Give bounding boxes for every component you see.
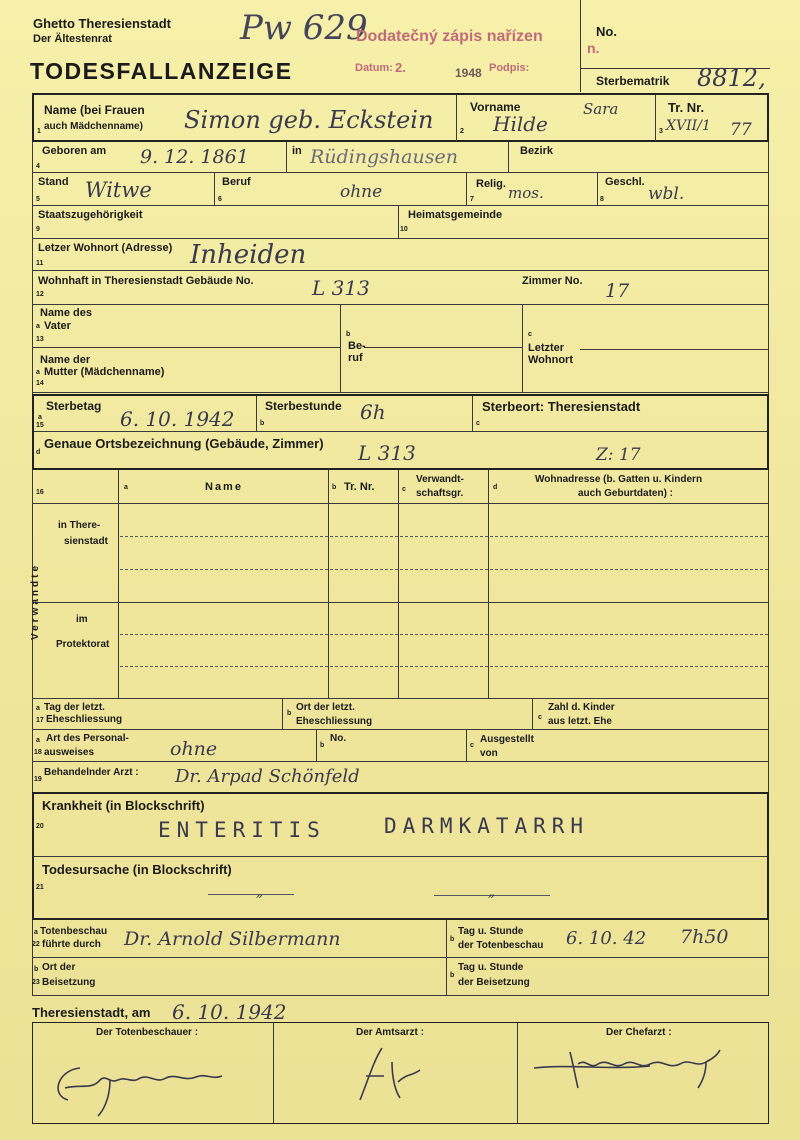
col-verwandt-2: schaftsgr. — [416, 488, 464, 499]
wohnhaft-value: L 313 — [312, 276, 370, 300]
field-letter: a — [36, 705, 40, 712]
field-num: 23 — [32, 979, 40, 986]
vater-label-2: Vater — [44, 320, 71, 332]
krankheit-value: ENTERITIS — [158, 818, 326, 842]
place-date-label: Theresienstadt, am — [32, 1005, 151, 1020]
beschau-zeit-label: Tag u. Stunde — [458, 926, 524, 937]
stand-label: Stand — [38, 176, 69, 188]
field-num: 8 — [600, 196, 604, 203]
krankheit-value-2: DARMKATARRH — [384, 814, 590, 838]
relig-label: Relig. — [476, 178, 506, 190]
field-letter: b — [287, 710, 292, 717]
field-letter: b — [260, 420, 265, 427]
form-title: TODESFALLANZEIGE — [30, 58, 293, 84]
beschau-zeit-label-2: der Totenbeschau — [458, 940, 544, 951]
ditto-mark: „ — [256, 884, 264, 900]
stamp-date: 2. — [395, 60, 406, 75]
field-num: 14 — [36, 380, 44, 387]
ortsbezeichnung-label: Genaue Ortsbezeichnung (Gebäude, Zimmer) — [44, 436, 324, 451]
field-num: 9 — [36, 226, 40, 233]
chefarzt-signature — [530, 1040, 760, 1100]
field-num: 10 — [400, 226, 408, 233]
field-num: 19 — [34, 776, 42, 783]
ausweis-label-2: ausweises — [44, 747, 95, 758]
amtsarzt-signature — [340, 1040, 460, 1110]
verwandte-side-label: Verwandte — [30, 562, 41, 640]
geschl-label: Geschl. — [605, 176, 645, 188]
trnr-value-2: 77 — [730, 120, 752, 140]
letzter-wohnort-label-2: Wohnort — [528, 354, 574, 366]
kinder-label: Zahl d. Kinder — [548, 702, 615, 713]
birthplace-value: Rüdingshausen — [310, 146, 458, 168]
staats-label: Staatszugehörigkeit — [38, 209, 143, 221]
amtsarzt-sig-label: Der Amtsarzt : — [356, 1027, 424, 1038]
field-num: 2 — [460, 128, 464, 135]
kinder-label-2: aus letzt. Ehe — [548, 716, 612, 727]
in-theresienstadt-label-2: sienstadt — [64, 536, 108, 547]
field-num: 12 — [36, 291, 44, 298]
parent-beruf-label: Be- — [348, 340, 366, 352]
reference-number: Pw 629 — [240, 8, 368, 48]
field-letter: a — [124, 484, 128, 491]
col-wohnadresse-2: auch Geburtdaten) : — [578, 488, 674, 499]
place-date-value: 6. 10. 1942 — [172, 1000, 287, 1024]
col-verwandt: Verwandt- — [416, 474, 464, 485]
geschl-value: wbl. — [648, 184, 685, 204]
stand-value: Witwe — [85, 178, 152, 202]
field-letter: b — [320, 742, 325, 749]
stamp-year: 1948 — [455, 66, 482, 80]
ausweis-label: Art des Personal- — [46, 733, 129, 744]
ausgestellt-label-2: von — [480, 748, 498, 759]
field-num: 21 — [36, 884, 44, 891]
heimat-label: Heimatsgemeinde — [408, 209, 503, 221]
field-num: 22 — [32, 941, 40, 948]
mutter-label-2: Mutter (Mädchenname) — [44, 366, 165, 378]
field-letter: b — [346, 331, 351, 338]
field-letter: b — [450, 936, 455, 943]
field-letter: a — [36, 323, 40, 330]
field-num: 6 — [218, 196, 222, 203]
im-protektorat-label-2: Protektorat — [56, 639, 110, 650]
todesursache-label: Todesursache (in Blockschrift) — [42, 862, 232, 877]
vater-label: Name des — [40, 307, 92, 319]
ausgestellt-label: Ausgestellt — [480, 734, 534, 745]
field-num: 15 — [36, 422, 44, 429]
krankheit-label: Krankheit (in Blockschrift) — [42, 798, 205, 813]
trnr-value: XVII/1 — [666, 118, 711, 134]
beschau-stunde-value: 7h50 — [680, 926, 729, 948]
im-protektorat-label: im — [76, 614, 88, 625]
heirat-ort-label: Ort der letzt. — [296, 702, 355, 713]
beisetzung-ort-label-2: Beisetzung — [42, 977, 96, 988]
bezirk-label: Bezirk — [520, 145, 554, 157]
sterbetag-value: 6. 10. 1942 — [120, 407, 235, 431]
field-letter: c — [470, 742, 474, 749]
ausweis-no-label: No. — [330, 733, 347, 744]
heirat-ort-label-2: Eheschliessung — [296, 716, 373, 727]
field-letter: d — [493, 484, 498, 491]
geboren-value: 9. 12. 1861 — [140, 146, 249, 168]
field-num: 4 — [36, 163, 40, 170]
col-trnr: Tr. Nr. — [344, 481, 375, 493]
ausweis-value: ohne — [170, 738, 218, 760]
field-letter: b — [332, 484, 337, 491]
field-letter: c — [538, 714, 542, 721]
totenbeschauer-signature — [40, 1040, 240, 1120]
field-letter: a — [34, 929, 38, 936]
field-num: 11 — [36, 260, 44, 267]
field-num: 7 — [470, 196, 474, 203]
totenbeschau-label: Totenbeschau — [40, 926, 108, 937]
wohnort-label: Letzer Wohnort (Adresse) — [38, 242, 173, 254]
field-num: 3 — [659, 128, 663, 135]
org-name: Ghetto Theresienstadt — [33, 16, 171, 31]
heirat-tag-label: Tag der letzt. — [44, 702, 105, 713]
wohnort-value: Inheiden — [190, 240, 307, 270]
geboren-label: Geboren am — [42, 145, 107, 157]
vorname-extra: Sara — [583, 100, 619, 118]
field-num: 1 — [37, 128, 41, 135]
col-name: Name — [205, 481, 243, 493]
name-label: Name (bei Frauen — [44, 103, 145, 117]
letzter-wohnort-label: Letzter — [528, 342, 565, 354]
ortsbezeichnung-room: Z: 17 — [596, 445, 641, 465]
name-value: Simon geb. Eckstein — [184, 106, 434, 134]
no-value: n. — [587, 40, 600, 56]
name-label-2: auch Mädchenname) — [44, 121, 143, 132]
chefarzt-sig-label: Der Chefarzt : — [606, 1027, 672, 1038]
sterbematrik-value: 8812, — [697, 64, 766, 92]
zimmer-label: Zimmer No. — [522, 275, 583, 287]
beisetzung-ort-label: Ort der — [42, 962, 76, 973]
sterbestunde-value: 6h — [360, 400, 386, 424]
parent-beruf-label-2: ruf — [348, 352, 363, 364]
beruf-label: Beruf — [222, 176, 251, 188]
field-letter: c — [402, 486, 406, 493]
field-num: 20 — [36, 823, 44, 830]
arzt-value: Dr. Arpad Schönfeld — [175, 766, 360, 787]
field-letter: a — [36, 369, 40, 376]
zimmer-value: 17 — [605, 280, 630, 302]
field-num: 13 — [36, 336, 44, 343]
field-letter: b — [450, 972, 455, 979]
field-letter: c — [476, 420, 480, 427]
wohnhaft-label: Wohnhaft in Theresienstadt Gebäude No. — [38, 275, 254, 287]
field-num: 16 — [36, 489, 44, 496]
col-wohnadresse: Wohnadresse (b. Gatten u. Kindern — [535, 474, 703, 485]
field-num: 5 — [36, 196, 40, 203]
mutter-label: Name der — [40, 354, 91, 366]
stamp-podpis-label: Podpis: — [489, 62, 530, 74]
vorname-value: Hilde — [493, 112, 548, 136]
totenbeschauer-sig-label: Der Totenbeschauer : — [96, 1027, 199, 1038]
sterbestunde-label: Sterbestunde — [265, 399, 342, 413]
field-letter: b — [34, 966, 39, 973]
beschau-datum-value: 6. 10. 42 — [566, 928, 647, 949]
heirat-tag-label-2: Eheschliessung — [46, 714, 123, 725]
ditto-mark: „ — [488, 884, 496, 900]
totenbeschau-label-2: führte durch — [42, 939, 101, 950]
stamp-datum-label: Datum: — [355, 62, 393, 74]
field-num: 17 — [36, 717, 44, 724]
org-subname: Der Ältestenrat — [33, 33, 112, 45]
ortsbezeichnung-building: L 313 — [358, 441, 416, 465]
arzt-label: Behandelnder Arzt : — [44, 767, 139, 778]
stamp-text: Dodatečný zápis nařízen — [356, 28, 543, 45]
sterbematrik-label: Sterbematrik — [596, 74, 670, 88]
field-letter: d — [36, 449, 41, 456]
beruf-value: ohne — [340, 182, 383, 202]
sterbeort-label: Sterbeort: Theresienstadt — [482, 399, 641, 414]
beisetzung-zeit-label: Tag u. Stunde — [458, 962, 524, 973]
in-label: in — [292, 145, 302, 157]
relig-value: mos. — [508, 184, 544, 202]
vorname-label: Vorname — [470, 100, 521, 114]
field-letter: a — [36, 737, 40, 744]
in-theresienstadt-label: in There- — [58, 520, 101, 531]
field-letter: a — [38, 414, 42, 421]
field-letter: c — [528, 331, 532, 338]
no-label: No. — [596, 24, 617, 39]
beisetzung-zeit-label-2: der Beisetzung — [458, 977, 530, 988]
sterbetag-label: Sterbetag — [46, 399, 102, 413]
trnr-label: Tr. Nr. — [668, 100, 705, 115]
field-num: 18 — [34, 749, 42, 756]
totenbeschau-value: Dr. Arnold Silbermann — [124, 928, 341, 950]
